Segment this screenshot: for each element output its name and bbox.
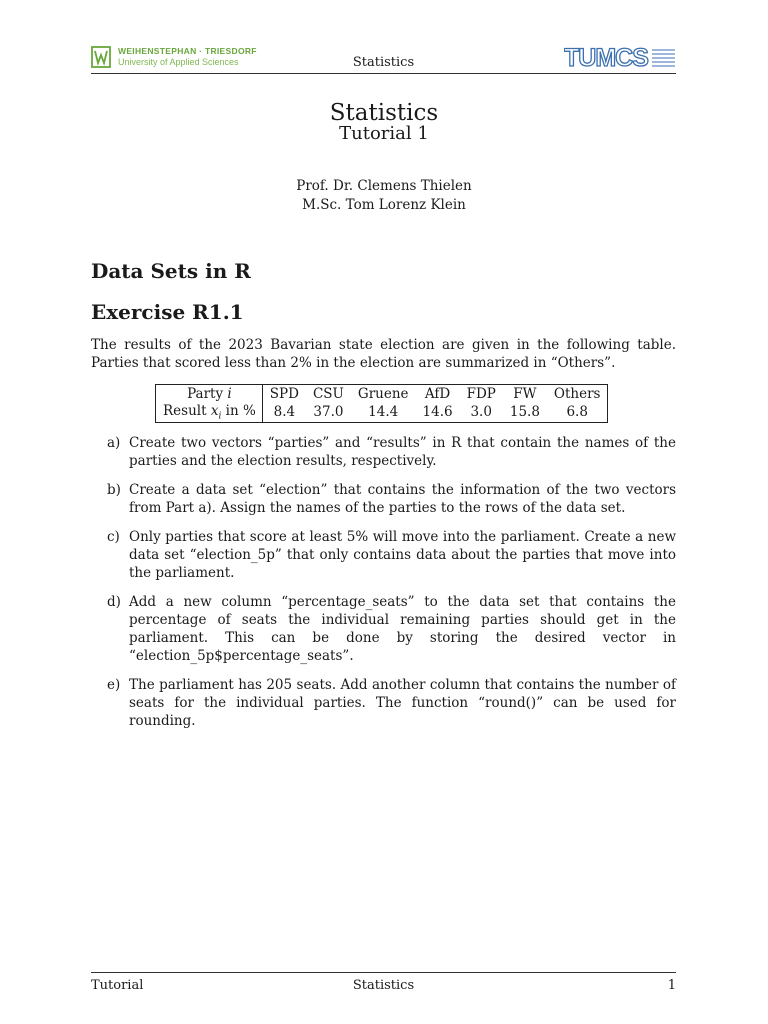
exercise-intro: The results of the 2023 Bavarian state election are given in the following table. Parties that scored less than 2% in the election are summarized in “Others”. [91, 337, 676, 371]
party-cell: Gruene [357, 386, 409, 402]
document-title: Statistics [329, 100, 439, 126]
section-heading: Data Sets in R [91, 259, 251, 283]
item-text: Create a data set “election” that contains the information of the two vectors from Part a). Assign the names of the parties to the rows of the data set. [129, 482, 676, 516]
list-item [91, 481, 676, 517]
party-cell: SPD [269, 386, 299, 402]
result-cell: 6.8 [566, 404, 588, 421]
table-row-results [156, 403, 608, 422]
list-item [91, 593, 676, 665]
list-item [91, 528, 676, 582]
footer-page-number: 1 [667, 978, 676, 993]
party-row-header: Party i [156, 385, 263, 404]
item-text: Add a new column “percentage_seats” to the data set that contains the percentage of seats the individual remaining parties should get in the parliament. This can be done by storing the desired vector in “election_5p$percentage_seats”. [129, 594, 676, 665]
footer-rule [91, 972, 676, 973]
item-marker: a) [107, 435, 121, 451]
result-cell: 14.6 [422, 404, 453, 421]
result-cell: 8.4 [273, 404, 296, 421]
exercise-heading: Exercise R1.1 [91, 300, 244, 324]
logo-line1: WEIHENSTEPHAN · TRIESDORF [118, 46, 257, 56]
result-cell: 14.4 [368, 404, 399, 421]
result-cell: 3.0 [470, 404, 492, 421]
table-row-parties [156, 385, 608, 404]
svg-text:TUMCS: TUMCS [564, 45, 648, 69]
header-rule [91, 73, 676, 74]
item-marker: b) [107, 482, 121, 498]
author-2: M.Sc. Tom Lorenz Klein [302, 197, 466, 213]
item-text: Create two vectors “parties” and “results” in R that contain the names of the parties and the election results, respectively. [129, 435, 676, 469]
header-title: Statistics [352, 55, 415, 70]
item-marker: d) [107, 594, 121, 610]
author-1: Prof. Dr. Clemens Thielen [296, 178, 472, 194]
party-cell: FW [513, 386, 537, 402]
exercise-list [91, 434, 676, 741]
item-marker: e) [107, 677, 121, 693]
list-item [91, 434, 676, 470]
party-cell: Others [553, 386, 601, 402]
tumcs-logo-icon [564, 45, 676, 69]
document-subtitle: Tutorial 1 [339, 123, 429, 144]
result-row-header: Result $x_i$ in % [156, 403, 263, 422]
party-cell: CSU [312, 386, 344, 402]
item-text: Only parties that score at least 5% will move into the parliament. Create a new data set “election_5p” that only contains data about the parties that move into the parliament. [129, 529, 676, 581]
list-item [91, 676, 676, 730]
party-cell: FDP [466, 386, 496, 402]
page-header [91, 44, 676, 74]
party-cell: AfD [424, 386, 451, 402]
footer-left: Tutorial [91, 978, 144, 993]
item-text: The parliament has 205 seats. Add another column that contains the number of seats for the individual parties. The function “round()” can be used for rounding. [129, 677, 676, 729]
election-results-table [155, 384, 608, 423]
footer-center: Statistics [352, 978, 415, 993]
item-marker: c) [107, 529, 120, 545]
logo-line2: University of Applied Sciences [118, 57, 239, 67]
result-cell: 15.8 [509, 404, 540, 421]
result-cell: 37.0 [313, 404, 344, 421]
